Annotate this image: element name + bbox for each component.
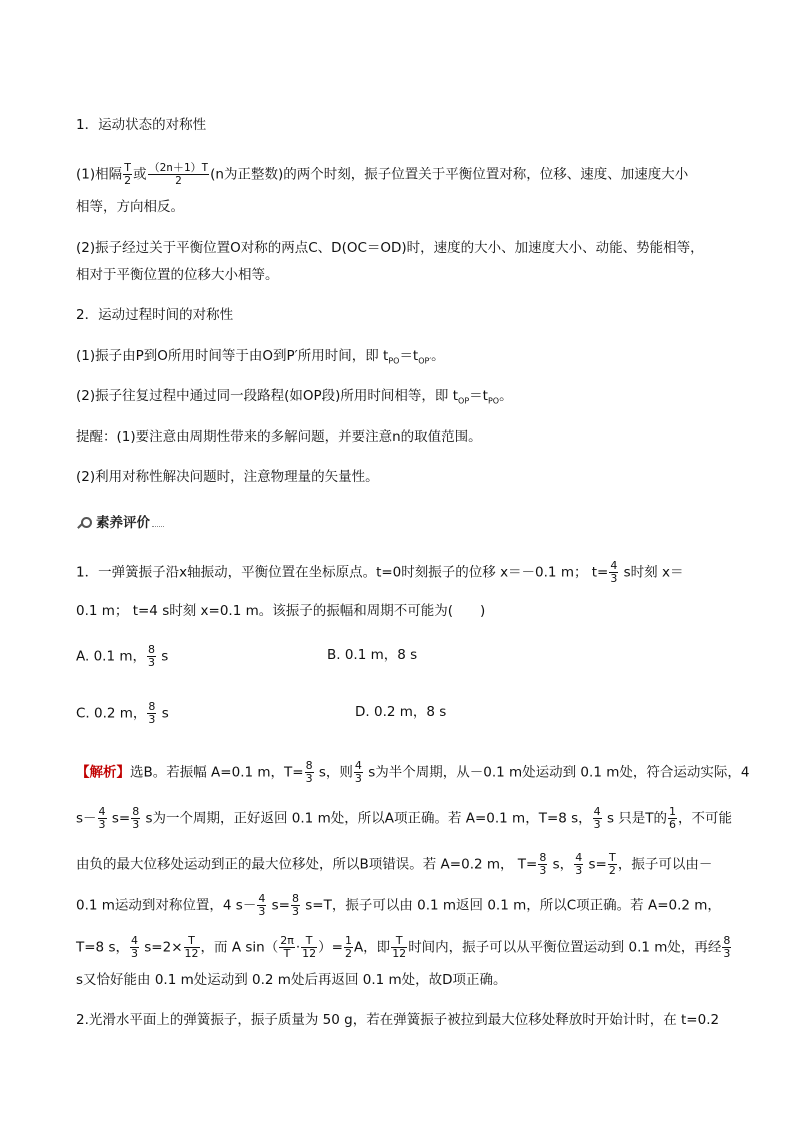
text: 选B。若振幅 A=0.1 m，T= — [130, 764, 304, 781]
text: 1．一弹簧振子沿x轴振动，平衡位置在坐标原点。t=0时刻振子的位移 x＝－0.1 m； t= — [76, 564, 609, 581]
analysis-line3 — [76, 852, 712, 877]
text: ，而 A sin（ — [200, 939, 279, 956]
text: s — [157, 705, 169, 722]
text: s时刻 x＝ — [619, 564, 684, 581]
fraction: $\frac{8}{3}$ — [132, 805, 140, 831]
section2-title: 2．运动过程时间的对称性 — [76, 307, 234, 323]
q1-option-c — [76, 701, 169, 726]
text: 时间内，振子可以从平衡位置运动到 0.1 m处，再经 — [408, 939, 722, 956]
text: 由负的最大位移处运动到正的最大位移处，所以B项错误。若 A=0.2 m， T= — [76, 856, 538, 873]
text: s=2× — [139, 939, 183, 956]
fraction: $\frac{4}{3}$ — [575, 851, 583, 877]
q1-option-a — [76, 644, 168, 669]
text: (1)振子由P到O所用时间等于由O到P′所用时间，即 t — [76, 348, 389, 364]
text: s= — [107, 810, 131, 827]
text: (n为正整数)的两个时刻，振子位置关于平衡位置对称，位移、速度、加速度大小 — [210, 166, 689, 183]
text: s 只是T的 — [602, 810, 668, 827]
analysis-line4 — [76, 893, 721, 918]
section1-point2-cont: 相对于平衡位置的位移大小相等。 — [76, 267, 279, 283]
fraction: $\frac{1}{6}$ — [669, 805, 677, 831]
text: s， — [548, 856, 574, 873]
text: ，振子可以由－ — [617, 856, 713, 873]
text: A，即 — [353, 939, 391, 956]
fraction: $\frac{T}{12}$ — [392, 934, 407, 960]
fraction: $\frac{8}{3}$ — [305, 759, 313, 785]
text: s= — [584, 856, 607, 873]
q1-option-d: D. 0.2 m，8 s — [355, 704, 447, 720]
fraction: $\frac{4}{3}$ — [354, 759, 362, 785]
analysis-line6: s又恰好能由 0.1 m处运动到 0.2 m处后再返回 0.1 m处，故D项正确。 — [76, 972, 507, 988]
fraction: $\frac{8}{3}$ — [723, 934, 731, 960]
fraction: $\frac{T}{2}$ — [124, 161, 132, 187]
text: (2)振子往复过程中通过同一段路程(如OP段)所用时间相等，即 t — [76, 388, 459, 404]
fraction: $\frac{8}{3}$ — [148, 643, 155, 669]
fraction: $\frac{T}{2}$ — [608, 851, 616, 877]
q1-stem-line2: 0.1 m； t=4 s时刻 x=0.1 m。该振子的振幅和周期不可能为( ) — [76, 603, 486, 619]
text: 0.1 m运动到对称位置，4 s－ — [76, 897, 257, 914]
text: (1)相隔 — [76, 166, 123, 183]
fraction: $\frac{8}{3}$ — [539, 851, 547, 877]
text: A. 0.1 m， — [76, 648, 146, 665]
fraction: $\frac{2\pi}{T}$ — [280, 934, 294, 960]
text: s为一个周期，正好返回 0.1 m处，所以A项正确。若 A=0.1 m，T=8 s， — [141, 810, 592, 827]
decorative-tail — [152, 516, 164, 527]
section1-point2: (2)振子经过关于平衡位置O对称的两点C、D(OC＝OD)时，速度的大小、加速度大小、动能、势能相等， — [76, 240, 704, 256]
analysis-line2 — [76, 806, 732, 831]
text: s= — [267, 897, 290, 914]
section1-point1 — [76, 162, 688, 187]
fraction: $\frac{4}{3}$ — [98, 805, 106, 831]
text: T=8 s， — [76, 939, 129, 956]
section2-point1 — [76, 346, 445, 372]
evaluation-badge — [76, 513, 164, 533]
section1-title: 1．运动状态的对称性 — [76, 117, 207, 133]
subscript: OP — [458, 396, 470, 406]
text: s为半个周期，从－0.1 m处运动到 0.1 m处，符合运动实际，4 — [363, 764, 750, 781]
text: 。 — [499, 388, 513, 404]
q1-stem-line1 — [76, 560, 683, 585]
magnifier-icon — [76, 517, 92, 529]
text: ，不可能 — [678, 810, 733, 827]
analysis-line5 — [76, 935, 732, 960]
fraction: $\frac{T}{12}$ — [302, 934, 317, 960]
text: 。 — [431, 348, 445, 364]
fraction: $\frac{4}{3}$ — [593, 805, 601, 831]
text: s — [157, 648, 169, 665]
fraction: $\frac{(2n+1)T}{2}$ — [148, 161, 209, 187]
subscript: PO — [487, 396, 500, 406]
text: ＝t — [399, 348, 419, 364]
q2-stem-line1: 2.光滑水平面上的弹簧振子，振子质量为 50 g，若在弹簧振子被拉到最大位移处释放时开始计时，在 t=0.2 — [76, 1012, 720, 1028]
subscript: OP′ — [418, 356, 432, 366]
text: s，则 — [314, 764, 353, 781]
fraction: $\frac{1}{2}$ — [344, 934, 352, 960]
text: C. 0.2 m， — [76, 705, 147, 722]
badge-label: 素养评价 — [96, 515, 150, 531]
q1-option-b: B. 0.1 m，8 s — [327, 647, 418, 663]
section2-point2 — [76, 386, 513, 412]
text: 或 — [133, 166, 147, 183]
fraction: $\frac{8}{3}$ — [291, 892, 299, 918]
fraction: $\frac{8}{3}$ — [148, 700, 156, 726]
text: s－ — [76, 810, 97, 827]
subscript: PO — [388, 356, 400, 366]
text: ＝t — [469, 388, 488, 404]
tip-line: 提醒：(1)要注意由周期性带来的多解问题，并要注意n的取值范围。 — [76, 429, 482, 445]
text: s=T，振子可以由 0.1 m返回 0.1 m，所以C项正确。若 A=0.2 m， — [300, 897, 721, 914]
fraction: $\frac{4}{3}$ — [258, 892, 266, 918]
tip-line-2: (2)利用对称性解决问题时，注意物理量的矢量性。 — [76, 469, 379, 485]
section1-point1-cont: 相等，方向相反。 — [76, 199, 184, 215]
fraction: $\frac{4}{3}$ — [610, 559, 618, 585]
text: ）= — [318, 939, 343, 956]
fraction: $\frac{T}{12}$ — [184, 934, 199, 960]
text: · — [295, 939, 301, 956]
analysis-tag: 【解析】 — [76, 764, 130, 781]
fraction: $\frac{4}{3}$ — [130, 934, 138, 960]
analysis-line1 — [76, 760, 749, 785]
